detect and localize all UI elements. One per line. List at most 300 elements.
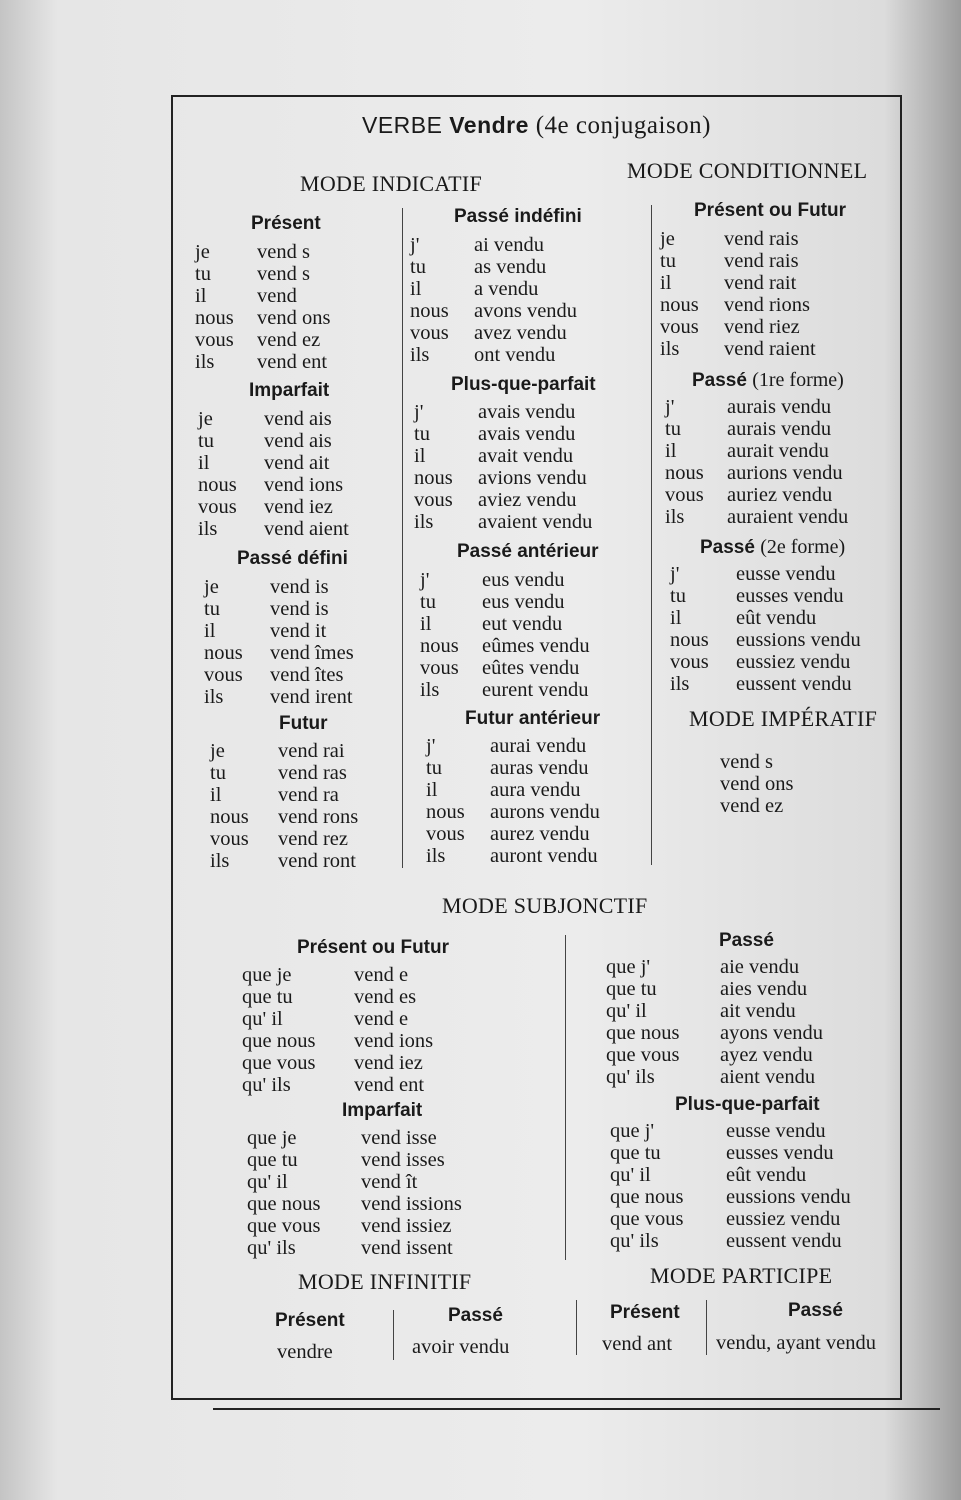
pronoun: je [210,740,225,762]
verb-form: auras vendu [490,757,589,779]
pronoun: vous [414,489,453,511]
verb-form: auront vendu [490,845,598,867]
conjugation-row [426,735,600,757]
pronoun: nous [195,307,234,329]
pronoun: il [660,272,672,294]
pronoun: j' [414,401,424,423]
verb-form: vend ons [257,307,331,329]
verb-form: aient vendu [720,1066,816,1088]
conjugation-row [426,823,600,845]
verb-form: vend ît [361,1171,418,1193]
verb-form: ont vendu [474,344,556,366]
conjugation-row [665,484,848,506]
conjugation-row [210,784,358,806]
conjugation-row [606,1000,823,1022]
verb-form: vend rait [724,272,797,294]
conditionnel-passe2-heading [700,536,845,559]
pronoun: il [426,779,438,801]
conjugation-row [410,234,577,256]
verb-form: aurais vendu [727,396,832,418]
pronoun: vous [426,823,465,845]
conjugation-row [665,506,848,528]
verb-form: aura vendu [490,779,581,801]
pronoun: que vous [242,1052,316,1074]
verb-form: eusses vendu [736,585,844,607]
pronoun: il [414,445,426,467]
conjugation-block-ind-passe-indefini [410,234,577,366]
tense-title: Imparfait [249,380,330,401]
conjugation-row [660,228,816,250]
conjugation-row [414,489,592,511]
pronoun: vous [210,828,249,850]
column-divider-3 [565,935,566,1260]
tense-title: Présent [251,213,321,234]
conjugation-row [660,250,816,272]
conjugation-row [610,1186,851,1208]
conjugation-row [247,1127,462,1149]
verb-form: vend riez [724,316,800,338]
conjugation-row [247,1149,462,1171]
conjugation-row [420,657,590,679]
conjugation-row [204,598,354,620]
tense-note: (1re forme) [752,369,844,391]
conjugation-block-ind-present [195,241,330,373]
pronoun: qu' il [606,1000,647,1022]
tense-title: Plus-que-parfait [451,374,596,395]
column-divider-2 [651,205,652,865]
conjugation-row [610,1230,851,1252]
tense-note: (2e forme) [760,536,846,558]
verb-form: vend ent [354,1074,425,1096]
pronoun: que j' [606,956,651,978]
verb-form: aurons vendu [490,801,600,823]
tense-title: Passé indéfini [454,206,582,227]
pronoun: nous [204,642,243,664]
verb-form: eut vendu [482,613,563,635]
conjugation-block-ind-imparfait [198,408,349,540]
conjugation-row [410,256,577,278]
conjugation-row [606,1044,823,1066]
conjugation-row [670,585,861,607]
tense-title: Futur antérieur [465,708,601,729]
conjugation-row [242,1030,433,1052]
pronoun: qu' ils [610,1230,659,1252]
participe-passe-title: Passé [788,1300,843,1321]
conjugation-block-cond-passe1 [665,396,848,528]
conditionnel-passe1-heading [692,369,844,392]
pronoun: ils [665,506,685,528]
pronoun: tu [420,591,436,613]
conjugation-row [665,396,848,418]
conjugation-row [670,607,861,629]
verb-form: ait vendu [720,1000,796,1022]
pronoun: tu [426,757,442,779]
conjugation-row [420,591,590,613]
conjugation-row [414,423,592,445]
pronoun: que nous [247,1193,321,1215]
conjugation-row [665,462,848,484]
conjugation-row [606,978,823,1000]
verb-form: vend rai [278,740,345,762]
verb-form: vend ais [264,430,332,452]
tense-title: Passé [700,537,755,558]
tense-title: Plus-que-parfait [675,1094,820,1115]
verb-form: vend ions [264,474,344,496]
pronoun: que j' [610,1120,655,1142]
verb-form: aies vendu [720,978,808,1000]
conjugation-row [198,518,349,540]
verb-form: vend issions [361,1193,462,1215]
infinitif-present: vendre [277,1341,333,1363]
verb-form: vend irent [270,686,353,708]
verb-form: eussent vendu [726,1230,842,1252]
pronoun: que vous [247,1215,321,1237]
pronoun: ils [414,511,434,533]
mode-imperatif-heading: MODE IMPÉRATIF [689,706,878,731]
verb-form: ayons vendu [720,1022,824,1044]
conjugation-block-ind-futur-anterieur [426,735,600,867]
pronoun: nous [670,629,709,651]
participe-present-title: Présent [610,1302,680,1323]
conjugation-row [426,757,600,779]
pronoun: vous [670,651,709,673]
pronoun: ils [660,338,680,360]
tense-title: Passé [719,930,774,951]
pronoun: tu [414,423,430,445]
pronoun: ils [195,351,215,373]
pronoun: que nous [242,1030,316,1052]
verb-form: eussions vendu [726,1186,851,1208]
verb-form: vend îmes [270,642,354,664]
verb-form: avais vendu [478,401,576,423]
conjugation-row [660,294,816,316]
title-verbe: VERBE [361,112,443,138]
verb-form: eusses vendu [726,1142,834,1164]
verb-form: eus vendu [482,569,565,591]
conjugation-row [195,307,330,329]
conjugation-row [198,408,349,430]
pronoun: je [660,228,675,250]
mode-indicatif-heading: MODE INDICATIF [300,171,483,196]
pronoun: ils [410,344,430,366]
infinitif-passe-title: Passé [448,1305,503,1326]
verb-form: vend ais [264,408,332,430]
pronoun: qu' il [610,1164,651,1186]
verb-form: vend ras [278,762,347,784]
conjugation-row [204,686,354,708]
pronoun: tu [198,430,214,452]
pronoun: vous [410,322,449,344]
pronoun: qu' ils [247,1237,296,1259]
pronoun: que vous [610,1208,684,1230]
conjugation-row [204,576,354,598]
page-title [171,112,902,140]
verb-form: vend îtes [270,664,344,686]
verb-form: ayez vendu [720,1044,813,1066]
conjugation-row [610,1208,851,1230]
conjugation-row [420,569,590,591]
conjugation-row [606,1022,823,1044]
conjugation-row [426,779,600,801]
verb-form: vend s [257,263,310,285]
verb-form: eûmes vendu [482,635,590,657]
conjugation-row [420,679,590,701]
verb-form: vend rions [724,294,810,316]
pronoun: qu' il [242,1008,283,1030]
pronoun: vous [420,657,459,679]
conjugation-row [420,613,590,635]
conjugation-row [198,474,349,496]
pronoun: nous [198,474,237,496]
verb-form: vend isses [361,1149,445,1171]
conjugation-block-subj-present [242,964,433,1096]
column-divider-4 [393,1310,394,1360]
pronoun: que tu [242,986,293,1008]
frame-shadow-line [213,1380,940,1410]
conjugation-row [610,1142,851,1164]
pronoun: il [198,452,210,474]
pronoun: j' [410,234,420,256]
conjugation-row [242,964,433,986]
conjugation-row [247,1215,462,1237]
verb-form: a vendu [474,278,539,300]
verb-form: avais vendu [478,423,576,445]
pronoun: ils [198,518,218,540]
verb-form: as vendu [474,256,547,278]
conjugation-row [204,620,354,642]
pronoun: que vous [606,1044,680,1066]
verb-form: vend is [270,576,329,598]
pronoun: il [420,613,432,635]
verb-form: eusse vendu [736,563,836,585]
verb-form: ai vendu [474,234,545,256]
verb-form: vend ait [264,452,330,474]
conjugation-row [210,850,358,872]
conjugation-block-subj-plus-que-parfait [610,1120,851,1252]
pronoun: ils [210,850,230,872]
participe-passe: vendu, ayant vendu [716,1332,876,1354]
pronoun: qu' ils [242,1074,291,1096]
verb-form: vend es [354,986,417,1008]
conjugation-row [195,241,330,263]
conjugation-row [660,316,816,338]
verb-form: vend e [354,1008,409,1030]
column-divider-1 [402,208,403,868]
pronoun: je [198,408,213,430]
verb-form: vend e [354,964,409,986]
conjugation-row [242,1008,433,1030]
pronoun: que tu [610,1142,661,1164]
verb-form: vend iez [354,1052,423,1074]
pronoun: vous [195,329,234,351]
conjugation-row [410,278,577,300]
verb-form: eus vendu [482,591,565,613]
pronoun: tu [665,418,681,440]
verb-form: vend is [270,598,329,620]
verb-form: aie vendu [720,956,800,978]
conjugation-row [410,322,577,344]
pronoun: il [204,620,216,642]
verb-form: eussent vendu [736,673,852,695]
verb-form: vend rais [724,250,799,272]
conjugation-row [665,440,848,462]
conjugation-row [670,673,861,695]
pronoun: tu [210,762,226,784]
conjugation-row [606,1066,823,1088]
verb-form: vend s [257,241,310,263]
tense-title: Futur [279,713,328,734]
pronoun: ils [426,845,446,867]
conjugation-block-ind-passe-anterieur [420,569,590,701]
pronoun: nous [665,462,704,484]
mode-subjonctif-heading: MODE SUBJONCTIF [442,893,648,918]
verb-form: vend rais [724,228,799,250]
pronoun: j' [426,735,436,757]
verb-form: vend ent [257,351,328,373]
verb-form: vend [257,285,297,307]
title-conjugation: (4e conjugaison) [535,112,711,139]
verb-form: eûtes vendu [482,657,580,679]
conjugation-row [210,806,358,828]
verb-form: aurez vendu [490,823,590,845]
mode-conditionnel-heading: MODE CONDITIONNEL [627,158,868,183]
tense-title: Présent ou Futur [297,937,450,958]
verb-form: eût vendu [726,1164,807,1186]
pronoun: j' [420,569,430,591]
pronoun: tu [670,585,686,607]
verb-form: vend issiez [361,1215,452,1237]
conjugation-row [195,263,330,285]
conjugation-row [242,1074,433,1096]
verb-form: aurais vendu [727,418,832,440]
tense-title: Passé défini [237,548,348,569]
conjugation-row [198,430,349,452]
verb-form: vend aient [264,518,349,540]
conjugation-row [198,452,349,474]
conjugation-block-subj-passe [606,956,823,1088]
pronoun: que tu [606,978,657,1000]
pronoun: nous [420,635,459,657]
imperatif-form: vend ez [720,795,784,817]
verb-form: vend ront [278,850,356,872]
pronoun: vous [660,316,699,338]
pronoun: vous [204,664,243,686]
column-divider-5 [576,1300,577,1355]
verb-form: eurent vendu [482,679,589,701]
pronoun: j' [670,563,680,585]
conjugation-row [204,642,354,664]
verb-form: avons vendu [474,300,578,322]
pronoun: qu' ils [606,1066,655,1088]
verb-form: vend isse [361,1127,437,1149]
conjugation-row [414,467,592,489]
pronoun: nous [414,467,453,489]
conjugation-row [210,740,358,762]
conjugation-block-subj-imparfait [247,1127,462,1259]
verb-form: vend raient [724,338,816,360]
conjugation-row [670,563,861,585]
verb-form: vend iez [264,496,333,518]
pronoun: ils [670,673,690,695]
pronoun: qu' il [247,1171,288,1193]
pronoun: il [410,278,422,300]
tense-title: Passé antérieur [457,541,599,562]
conjugation-row [195,285,330,307]
title-verb: Vendre [449,112,529,138]
pronoun: j' [665,396,675,418]
pronoun: il [665,440,677,462]
conjugation-row [195,329,330,351]
conjugation-row [610,1120,851,1142]
pronoun: nous [210,806,249,828]
verb-form: vend issent [361,1237,453,1259]
conjugation-block-ind-plus-que-parfait [414,401,592,533]
verb-form: aurai vendu [490,735,587,757]
infinitif-present-title: Présent [275,1310,345,1331]
conjugation-row [414,511,592,533]
conjugation-block-cond-present [660,228,816,360]
verb-form: vend ez [257,329,321,351]
pronoun: que je [247,1127,297,1149]
conjugation-row [198,496,349,518]
conjugation-row [204,664,354,686]
verb-form: eusse vendu [726,1120,826,1142]
conjugation-row [660,272,816,294]
verb-form: eussions vendu [736,629,861,651]
conjugation-row [210,828,358,850]
column-divider-6 [706,1300,707,1355]
conjugation-row [660,338,816,360]
imperatif-form: vend ons [720,773,794,795]
infinitif-passe: avoir vendu [412,1336,510,1358]
pronoun: je [195,241,210,263]
pronoun: nous [410,300,449,322]
verb-form: auriez vendu [727,484,833,506]
conjugation-row [410,300,577,322]
verb-form: avaient vendu [478,511,593,533]
verb-form: vend rons [278,806,359,828]
participe-present: vend ant [602,1333,673,1355]
tense-title: Imparfait [342,1100,423,1121]
conjugation-row [242,1052,433,1074]
verb-form: vend ra [278,784,339,806]
conjugation-row [247,1171,462,1193]
verb-form: avez vendu [474,322,567,344]
conjugation-row [195,351,330,373]
verb-form: auraient vendu [727,506,849,528]
pronoun: il [210,784,222,806]
verb-form: aurait vendu [727,440,829,462]
verb-form: aurions vendu [727,462,843,484]
conjugation-row [670,629,861,651]
imperatif-list [720,751,793,817]
imperatif-form: vend s [720,751,773,773]
tense-title: Présent ou Futur [694,200,847,221]
verb-form: vend rez [278,828,348,850]
pronoun: tu [410,256,426,278]
conjugation-block-cond-passe2 [670,563,861,695]
pronoun: que nous [606,1022,680,1044]
conjugation-block-ind-futur [210,740,358,872]
conjugation-row [247,1237,462,1259]
pronoun: il [670,607,682,629]
pronoun: nous [660,294,699,316]
mode-infinitif-heading: MODE INFINITIF [298,1269,472,1294]
verb-form: eussiez vendu [736,651,851,673]
conjugation-row [670,651,861,673]
pronoun: tu [195,263,211,285]
conjugation-row [426,845,600,867]
